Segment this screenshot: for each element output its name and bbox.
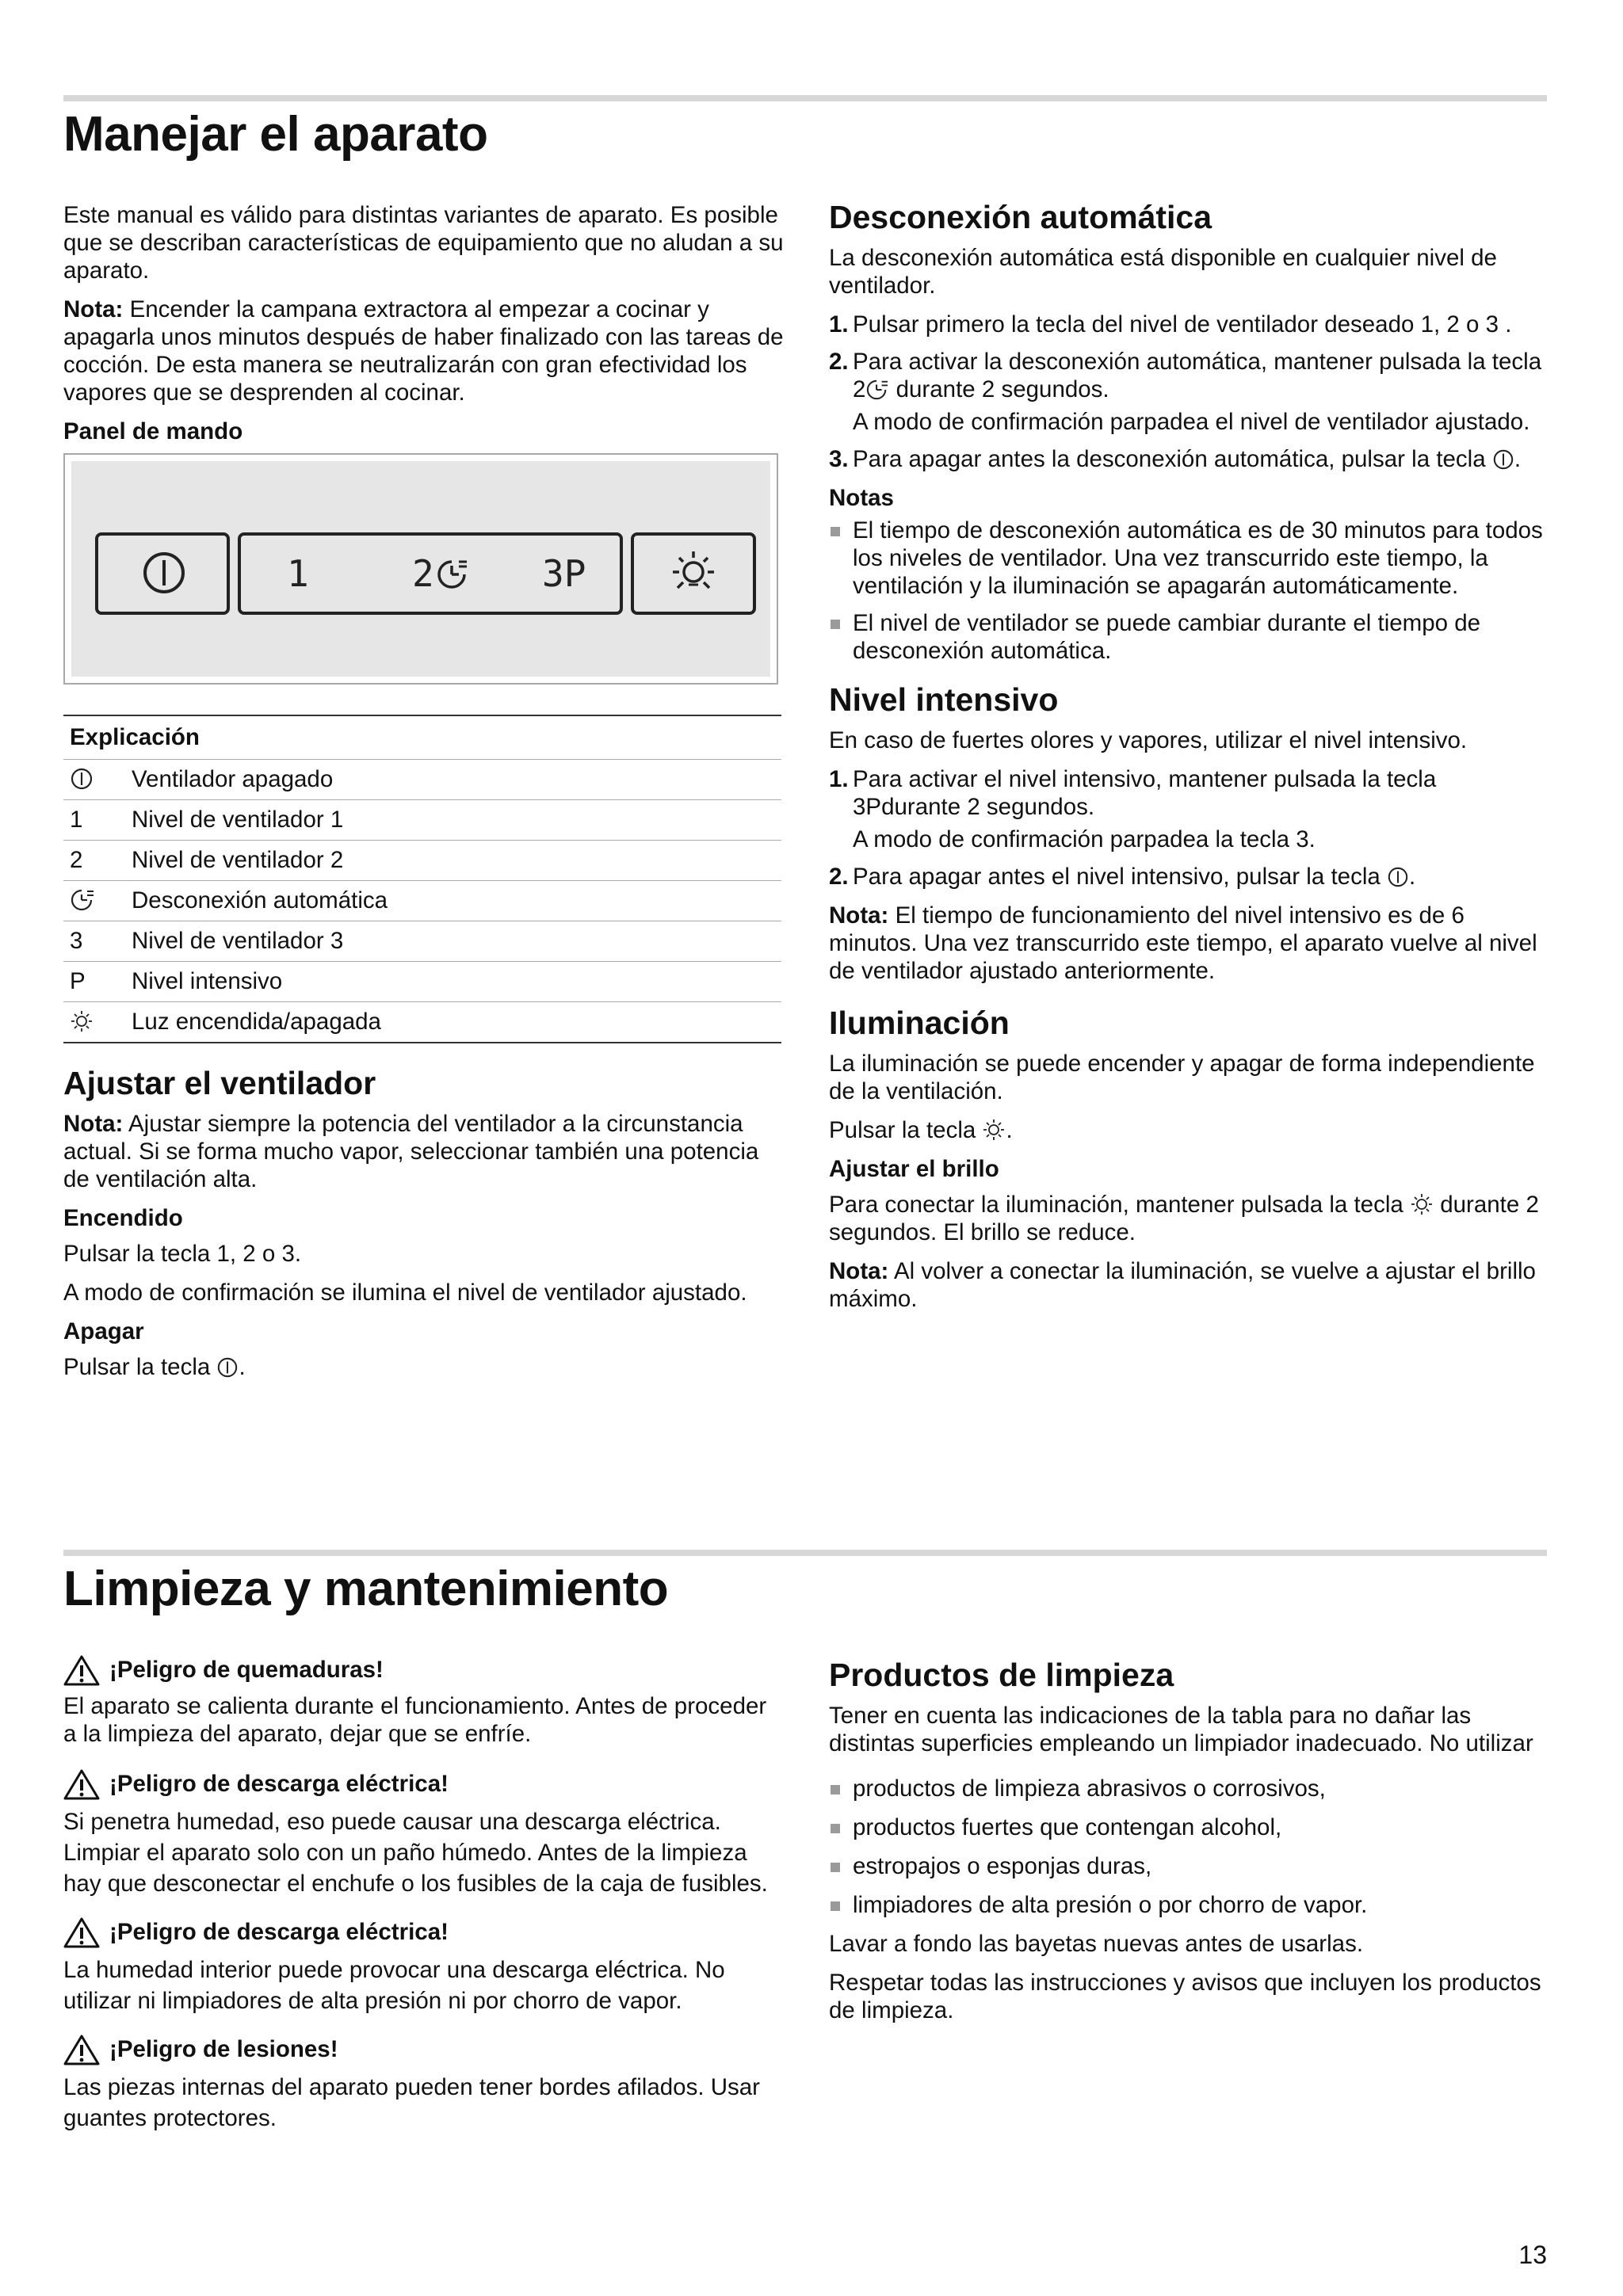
table-row: 3 Nivel de ventilador 3 — [63, 921, 781, 962]
warning-icon — [63, 1768, 100, 1800]
section-title-operation: Manejar el aparato — [63, 107, 488, 162]
brightness-instruction: Para conectar la iluminación, mantener pulsada la tecla durante 2 segundos. El brillo se reduce. — [829, 1192, 1539, 1245]
left-column-operation — [63, 201, 785, 1392]
note-lighting: Nota: Al volver a conectar la iluminación, se vuelve a ajustar el brillo máximo. — [829, 1258, 1536, 1312]
warning-icon — [63, 1917, 100, 1948]
heading-cleaning-products: Productos de limpieza — [829, 1657, 1174, 1693]
note-fan: Nota: Ajustar siempre la potencia del ventilador a la circunstancia actual. Si se forma mucho vapor, seleccionar también una potencia de ventilación alta. — [63, 1111, 759, 1192]
section-rule-cleaning — [63, 1550, 1547, 1556]
power-icon — [1492, 448, 1514, 471]
lighting-instruction: Pulsar la tecla . — [829, 1117, 1013, 1143]
light-icon — [70, 1009, 94, 1033]
warning-electric-1: ¡Peligro de descarga eléctrica! — [63, 1768, 785, 1800]
list-item: productos de limpieza abrasivos o corrosivos, — [829, 1775, 1547, 1802]
panel-key-off — [95, 532, 230, 615]
explanation-table — [63, 715, 781, 1043]
lighting-intro: La iluminación se puede encender y apagar de forma independiente de la ventilación. — [829, 1051, 1535, 1104]
power-icon — [140, 549, 188, 597]
list-item: 1. Pulsar primero la tecla del nivel de ventilador deseado 1, 2 o 3 . — [829, 311, 1512, 338]
on-confirmation: A modo de confirmación se ilumina el nivel de ventilador ajustado. — [63, 1280, 747, 1306]
warning-electric-2: ¡Peligro de descarga eléctrica! — [63, 1917, 785, 1948]
auto-off-notes — [829, 517, 1547, 665]
subheading-brightness: Ajustar el brillo — [829, 1156, 999, 1182]
right-column-operation — [829, 198, 1547, 1324]
cleaning-cloths-text: Lavar a fondo las bayetas nuevas antes de usarlas. — [829, 1931, 1364, 1957]
warning-injury: ¡Peligro de lesiones! — [63, 2034, 785, 2065]
panel-key-2: 2 — [412, 552, 434, 595]
table-row: Luz encendida/apagada — [63, 1002, 781, 1043]
heading-intensive: Nivel intensivo — [829, 681, 1059, 718]
intensive-steps — [829, 765, 1547, 891]
warning-icon — [63, 1654, 100, 1686]
subheading-on: Encendido — [63, 1205, 183, 1231]
off-instruction: Pulsar la tecla . — [63, 1354, 246, 1380]
on-instruction: Pulsar la tecla 1, 2 o 3. — [63, 1241, 302, 1267]
panel-key-1: 1 — [287, 552, 309, 595]
heading-auto-off: Desconexión automática — [829, 199, 1212, 235]
panel-key-fan-levels — [238, 532, 623, 615]
table-row: 2 Nivel de ventilador 2 — [63, 841, 781, 881]
light-icon — [1410, 1192, 1434, 1216]
left-column-cleaning — [63, 1654, 785, 2145]
panel-key-light — [631, 532, 756, 615]
list-item: productos fuertes que contengan alcohol, — [829, 1814, 1547, 1841]
list-item: El tiempo de desconexión automática es de 30 minutos para todos los niveles de ventilador. Una vez transcurrido este tiempo, la ventilación y la iluminación se apagarán automáticamente. — [829, 517, 1547, 600]
auto-off-intro: La desconexión automática está disponible en cualquier nivel de ventilador. — [829, 245, 1497, 299]
warning-icon — [63, 2034, 100, 2065]
warning-burns: ¡Peligro de quemaduras! — [63, 1654, 785, 1686]
power-icon — [216, 1356, 239, 1379]
warning-injury-text: Las piezas internas del aparato pueden tener bordes afilados. Usar guantes protectores. — [63, 2074, 761, 2131]
list-item: limpiadores de alta presión o por chorro de vapor. — [829, 1891, 1547, 1919]
list-item: 2. Para activar la desconexión automática, mantener pulsada la tecla 2 durante 2 segundos. A modo de confirmación parpadea el nivel de ventilador ajustado. — [829, 349, 1542, 435]
light-icon — [668, 548, 719, 599]
right-column-cleaning — [829, 1656, 1547, 2035]
timer-icon — [865, 379, 889, 401]
warning-electric-2-text: La humedad interior puede provocar una descarga eléctrica. No utilizar ni limpiadores de alta presión ni por chorro de vapor. — [63, 1957, 725, 2014]
note-intensive: Nota: El tiempo de funcionamiento del nivel intensivo es de 6 minutos. Una vez transcurrido este tiempo, el aparato vuelve al nivel de ventilador ajustado anteriormente. — [829, 902, 1537, 984]
table-row: P Nivel intensivo — [63, 962, 781, 1002]
list-item: 1. Para activar el nivel intensivo, mantener pulsada la tecla 3Pdurante 2 segundos. A modo de confirmación parpadea la tecla 3. — [829, 766, 1437, 852]
warning-burns-text: El aparato se calienta durante el funcionamiento. Antes de proceder a la limpieza del aparato, dejar que se enfríe. — [63, 1693, 767, 1747]
list-item: 3. Para apagar antes la desconexión automática, pulsar la tecla . — [829, 446, 1522, 472]
subheading-off: Apagar — [63, 1318, 144, 1344]
list-item: estropajos o esponjas duras, — [829, 1852, 1547, 1880]
warning-electric-1-text: Si penetra humedad, eso puede causar una descarga eléctrica. Limpiar el aparato solo con un paño húmedo. Antes de la limpieza hay que desconectar el enchufe o los fusibles de la caja de fusibles. — [63, 1809, 768, 1897]
table-row: Ventilador apagado — [63, 760, 781, 800]
notes-title: Notas — [829, 485, 894, 511]
power-icon — [70, 767, 94, 791]
section-rule-top — [63, 95, 1547, 101]
intensive-intro: En caso de fuertes olores y vapores, utilizar el nivel intensivo. — [829, 727, 1468, 753]
list-item: El nivel de ventilador se puede cambiar durante el tiempo de desconexión automática. — [829, 609, 1547, 665]
intro-paragraph: Este manual es válido para distintas variantes de aparato. Es posible que se describan características de equipamiento que no aludan a su aparato. — [63, 202, 784, 284]
list-item: 2. Para apagar antes el nivel intensivo, pulsar la tecla . — [829, 864, 1416, 890]
heading-fan: Ajustar el ventilador — [63, 1065, 376, 1101]
table-row: Desconexión automática — [63, 881, 781, 921]
explanation-table-header: Explicación — [63, 715, 781, 760]
heading-lighting: Iluminación — [829, 1005, 1010, 1041]
timer-icon — [70, 888, 95, 912]
panel-key-3p: 3P — [542, 552, 586, 595]
table-row: 1 Nivel de ventilador 1 — [63, 800, 781, 841]
power-icon — [1387, 866, 1409, 888]
cleaning-instructions-text: Respetar todas las instrucciones y avisos que incluyen los productos de limpieza. — [829, 1970, 1541, 2023]
timer-icon — [435, 558, 468, 591]
cleaning-products-intro: Tener en cuenta las indicaciones de la tabla para no dañar las distintas superficies empleando un limpiador inadecuado. No utilizar — [829, 1703, 1533, 1756]
light-icon — [982, 1118, 1006, 1142]
panel-title: Panel de mando — [63, 418, 243, 444]
note-cooking: Nota: Encender la campana extractora al empezar a cocinar y apagarla unos minutos después de haber finalizado con las tareas de cocción. De esta manera se neutralizarán con gran efectividad los vapores que se desprenden al cocinar. — [63, 296, 784, 406]
section-title-cleaning: Limpieza y mantenimiento — [63, 1562, 669, 1616]
cleaning-products-list — [829, 1775, 1547, 1919]
control-panel-illustration — [63, 453, 778, 685]
page-number: 13 — [1518, 2241, 1547, 2269]
auto-off-steps — [829, 311, 1547, 473]
